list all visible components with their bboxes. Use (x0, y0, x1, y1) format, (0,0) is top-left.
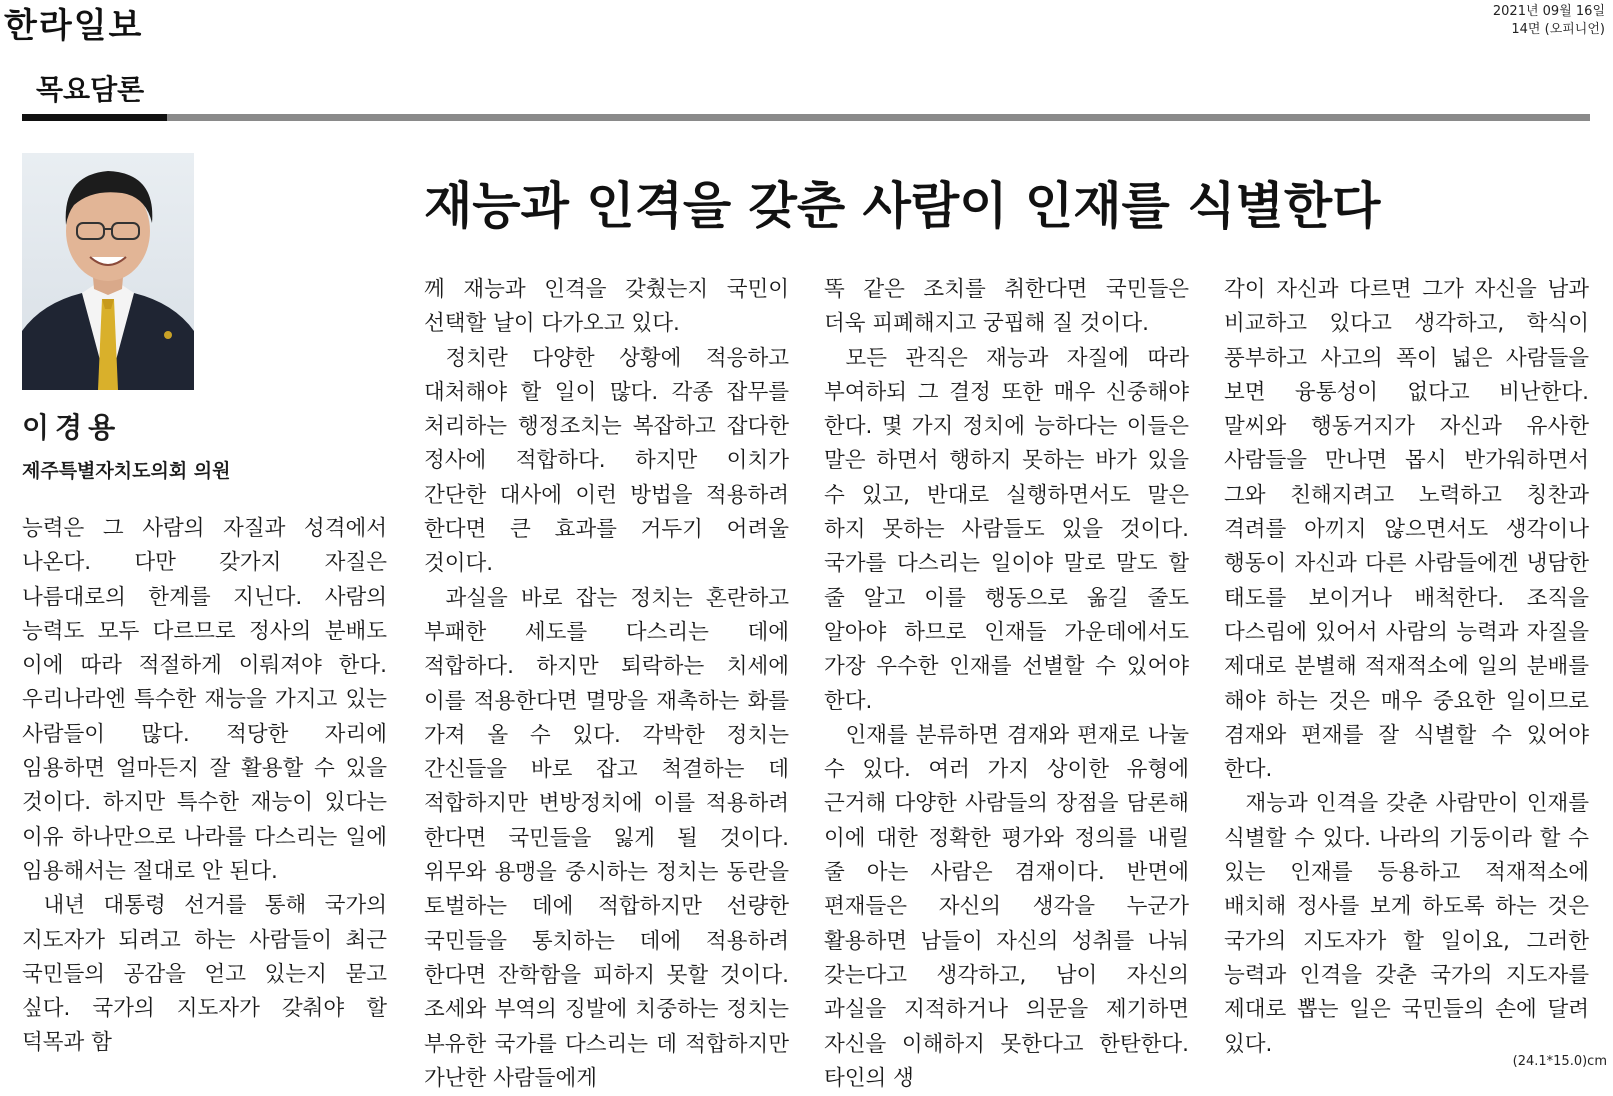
author-name: 이경용 (22, 411, 122, 444)
section-rule (22, 114, 1590, 121)
paragraph: 내년 대통령 선거를 통해 국가의 지도자가 되려고 하는 사람들이 최근 국민들의 공감을 얻고 있는지 묻고 싶다. 국가의 지도자가 갖춰야 할 덕목과 함 (22, 893, 387, 1056)
section-title: 목요담론 (36, 73, 145, 106)
section-rule-accent (22, 114, 167, 121)
paragraph: 능력은 그 사람의 자질과 성격에서 나온다. 다만 갖가지 자질은 나름대로의 한계를 지닌다. 사람의 능력도 모두 다르므로 정사의 분배도 이에 따라 적절하게 이뤄져야 한다. 우리나라엔 특수한 재능을 가지고 있는 사람들이 많다. 적당한 자리에 임용하면 얼마든지 잘 활용할 수 있을 것이다. 하지만 특수한 재능이 있다는 이유 하나만으로 나라를 다스리는 일에 임용해서는 절대로 안 된다. (22, 516, 387, 884)
article-column-1 (22, 512, 387, 1061)
paragraph: 재능과 인격을 갖춘 사람만이 인재를 식별할 수 있다. 나라의 기둥이라 할 수 있는 인재를 등용하고 적재적소에 배치해 정사를 보게 하도록 하는 것은 국가의 지도자가 할 일이요, 그러한 능력과 인격을 갖춘 국가의 지도자를 제대로 뽑는 일은 국민들의 손에 달려 있다. (1224, 791, 1589, 1057)
article-column-2 (424, 273, 789, 1096)
paragraph: 똑 같은 조치를 취한다면 국민들은 더욱 피폐해지고 궁핍해 질 것이다. (824, 277, 1189, 337)
print-size-note: (24.1*15.0)cm (1512, 1054, 1607, 1069)
paragraph: 인재를 분류하면 겸재와 편재로 나눌 수 있다. 여러 가지 상이한 유형에 근거해 다양한 사람들의 장점을 담론해 이에 대한 정확한 평가와 정의를 내릴 줄 아는 사람은 겸재이다. 반면에 편재들은 자신의 생각을 누군가 활용하면 남들이 자신의 성취를 나눠 갖는다고 생각하고, 남이 자신의 과실을 지적하거나 의문을 제기하면 자신을 이해하지 못한다고 한탄한다. 타인의 생 (824, 722, 1189, 1091)
author-photo (22, 153, 194, 390)
newspaper-masthead: 한라일보 (4, 6, 144, 46)
publication-date: 2021년 09월 16일 (1492, 4, 1605, 19)
paragraph: 께 재능과 인격을 갖췄는지 국민이 선택할 날이 다가오고 있다. (424, 277, 789, 337)
paragraph: 각이 자신과 다르면 그가 자신을 남과 비교하고 있다고 생각하고, 학식이 풍부하고 사고의 폭이 넓은 사람들을 보면 융통성이 없다고 비난한다. 말씨와 행동거지가 자신과 유사한 사람들을 만나면 몹시 반가워하면서 그와 친해지려고 노력하고 칭찬과 격려를 아끼지 않으면서도 생각이나 행동이 자신과 다른 사람들에겐 냉담한 태도를 보이거나 배척한다. 조직을 다스림에 있어서 사람의 능력과 자질을 제대로 분별해 적재적소에 일의 분배를 해야 하는 것은 매우 중요한 일이므로 겸재와 편재를 잘 식별할 수 있어야 한다. (1224, 277, 1589, 783)
paragraph: 정치란 다양한 상황에 적응하고 대처해야 할 일이 많다. 각종 잡무를 처리하는 행정조치는 복잡하고 잡다한 정사에 적합하다. 하지만 이치가 간단한 대사에 이런 방법을 적용하려 한다면 큰 효과를 거두기 어려울 것이다. (424, 345, 789, 577)
article-column-4 (1224, 273, 1589, 1062)
paragraph: 모든 관직은 재능과 자질에 따라 부여하되 그 결정 또한 매우 신중해야 한다. 몇 가지 정치에 능하다는 이들은 말은 하면서 행하지 못하는 바가 있을 수 있고, 반대로 실행하면서도 말은 하지 못하는 사람들도 있을 것이다. 국가를 다스리는 일이야 말로 말도 할 줄 알고 이를 행동으로 옮길 줄도 알아야 하므로 인재들 가운데에서도 가장 우수한 인재를 선별할 수 있어야 한다. (824, 345, 1189, 714)
paragraph: 과실을 바로 잡는 정치는 혼란하고 부패한 세도를 다스리는 데에 적합하다. 하지만 퇴락하는 치세에 이를 적용한다면 멸망을 재촉하는 화를 가져 올 수 있다. 각박한 정치는 간신들을 바로 잡고 척결하는 데 적합하지만 변방정치에 이를 적용하려 한다면 국민들을 잃게 될 것이다. 위무와 용맹을 중시하는 정치는 동란을 토벌하는 데에 적합하지만 선량한 국민들을 통치하는 데에 적용하려 한다면 잔학함을 피하지 못할 것이다. 조세와 부역의 징발에 치중하는 정치는 부유한 국가를 다스리는 데 적합하지만 가난한 사람들에게 (424, 585, 789, 1091)
page-info: 14면 (오피니언) (1511, 22, 1605, 37)
article-headline: 재능과 인격을 갖춘 사람이 인재를 식별한다 (424, 176, 1381, 235)
author-title: 제주특별자치도의회 의원 (22, 460, 231, 482)
article-column-3 (824, 273, 1189, 1096)
